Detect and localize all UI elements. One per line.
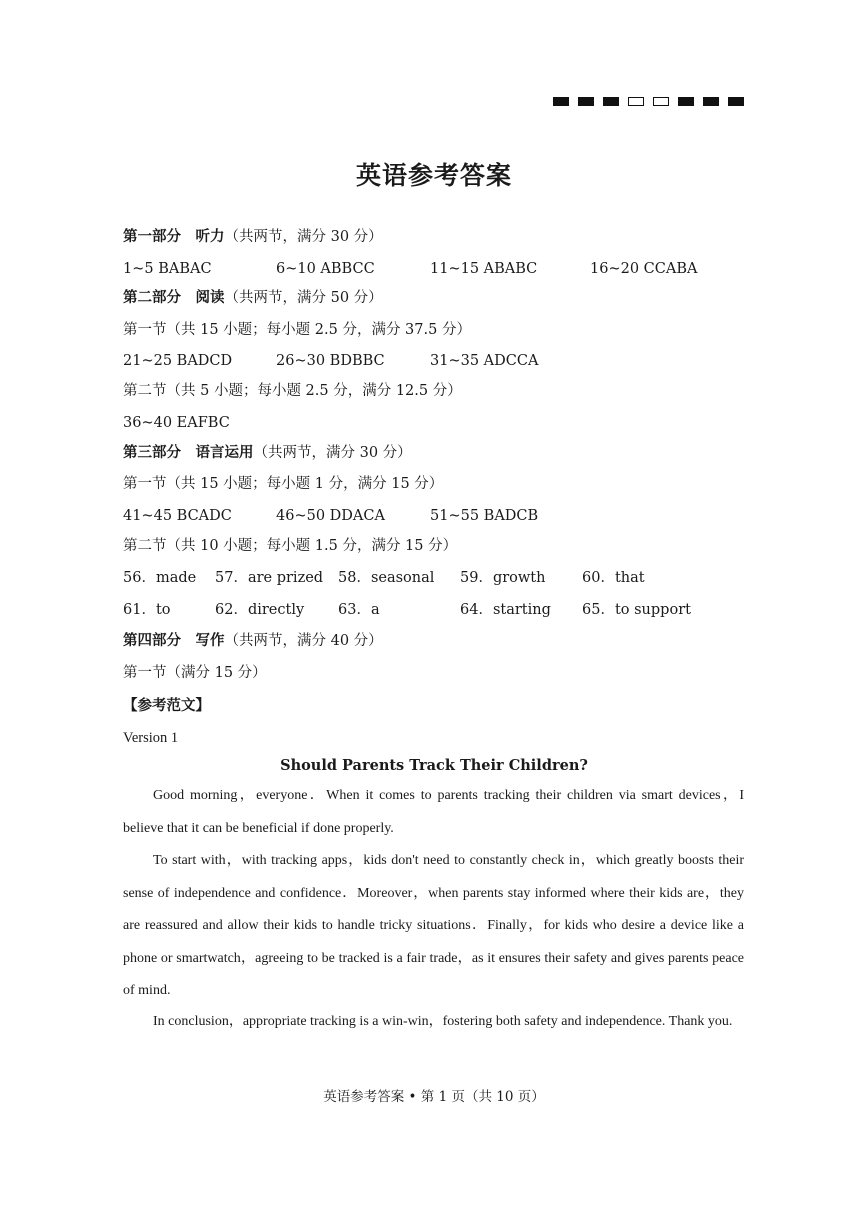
fill-answer: 59．growth bbox=[460, 570, 546, 586]
answer-group: 6~10 ABBCC bbox=[276, 261, 375, 277]
answer-group: 16~20 CCABA bbox=[590, 261, 698, 277]
fill-answer: 57．are prized bbox=[215, 570, 324, 586]
answer-group: 31~35 ADCCA bbox=[430, 353, 539, 369]
answer-group: 46~50 DDACA bbox=[276, 508, 385, 524]
part2-note: （共两节，满分 50 分） bbox=[224, 290, 383, 306]
header-mark bbox=[578, 97, 594, 106]
part1-note: （共两节，满分 30 分） bbox=[224, 229, 383, 245]
part4-note: （共两节，满分 40 分） bbox=[224, 633, 383, 649]
answer-group: 1~5 BABAC bbox=[123, 261, 212, 277]
header-mark bbox=[728, 97, 744, 106]
version-label: Version 1 bbox=[123, 730, 179, 746]
answer-group: 41~45 BCADC bbox=[123, 508, 232, 524]
part1-heading: 第一部分 听力 bbox=[123, 228, 225, 245]
answer-group: 11~15 ABABC bbox=[430, 261, 538, 277]
fill-answer: 56．made bbox=[123, 570, 197, 586]
part2-heading-line bbox=[123, 288, 383, 308]
part2-section2-answers bbox=[123, 413, 230, 433]
fill-answer: 64．starting bbox=[460, 602, 551, 618]
page-footer: 英语参考答案 • 第 1 页（共 10 页） bbox=[323, 1089, 545, 1105]
sample-label: 【参考范文】 bbox=[123, 697, 210, 714]
essay-paragraph: To start with，with tracking apps，kids don't need to constantly check in，which greatly boosts their sense of independence and confidence．Moreover，when parents stay informed where their kids are，they are reassured and allow their kids to handle tricky situations．Finally，for kids who desire a device like a phone or smartwatch，agreeing to be tracked is a fair trade，as it ensures their safety and gives parents peace of mind. bbox=[123, 853, 744, 998]
fill-answer: 63．a bbox=[338, 602, 380, 618]
part1-heading-line bbox=[123, 227, 383, 247]
part4-heading-line bbox=[123, 631, 383, 651]
part2-section1: 第一节（共 15 小题；每小题 2.5 分，满分 37.5 分） bbox=[123, 322, 471, 338]
essay-paragraph: In conclusion，appropriate tracking is a win-win，fostering both safety and independence. Thank you. bbox=[153, 1014, 733, 1029]
header-mark bbox=[703, 97, 719, 106]
fill-answer: 60．that bbox=[582, 570, 645, 586]
answer-group: 21~25 BADCD bbox=[123, 353, 233, 369]
header-marks bbox=[553, 97, 744, 106]
answer-group: 51~55 BADCB bbox=[430, 508, 539, 524]
part3-section2: 第二节（共 10 小题；每小题 1.5 分，满分 15 分） bbox=[123, 538, 458, 554]
header-mark bbox=[603, 97, 619, 106]
header-mark bbox=[553, 97, 569, 106]
part2-heading: 第二部分 阅读 bbox=[123, 289, 225, 306]
part4-heading: 第四部分 写作 bbox=[123, 632, 225, 649]
header-mark bbox=[628, 97, 644, 106]
answer-group: 26~30 BDBBC bbox=[276, 353, 385, 369]
fill-answer: 58．seasonal bbox=[338, 570, 435, 586]
fill-answer: 65．to support bbox=[582, 602, 691, 618]
part3-note: （共两节，满分 30 分） bbox=[253, 445, 412, 461]
answer-group: 36~40 EAFBC bbox=[123, 415, 230, 431]
part3-heading-line bbox=[123, 443, 412, 463]
header-mark bbox=[678, 97, 694, 106]
header-mark bbox=[653, 97, 669, 106]
fill-answer: 62．directly bbox=[215, 602, 305, 618]
page-title: 英语参考答案 bbox=[355, 161, 512, 190]
part4-section1: 第一节（满分 15 分） bbox=[123, 665, 267, 681]
essay-title: Should Parents Track Their Children? bbox=[280, 757, 588, 774]
part3-heading: 第三部分 语言运用 bbox=[123, 444, 254, 461]
essay-paragraph: Good morning，everyone．When it comes to parents tracking their children via smart devices，I believe that it can be beneficial if done properly. bbox=[123, 788, 744, 836]
fill-answer: 61．to bbox=[123, 602, 171, 618]
part3-section1: 第一节（共 15 小题；每小题 1 分，满分 15 分） bbox=[123, 476, 444, 492]
part2-section2: 第二节（共 5 小题；每小题 2.5 分，满分 12.5 分） bbox=[123, 383, 462, 399]
